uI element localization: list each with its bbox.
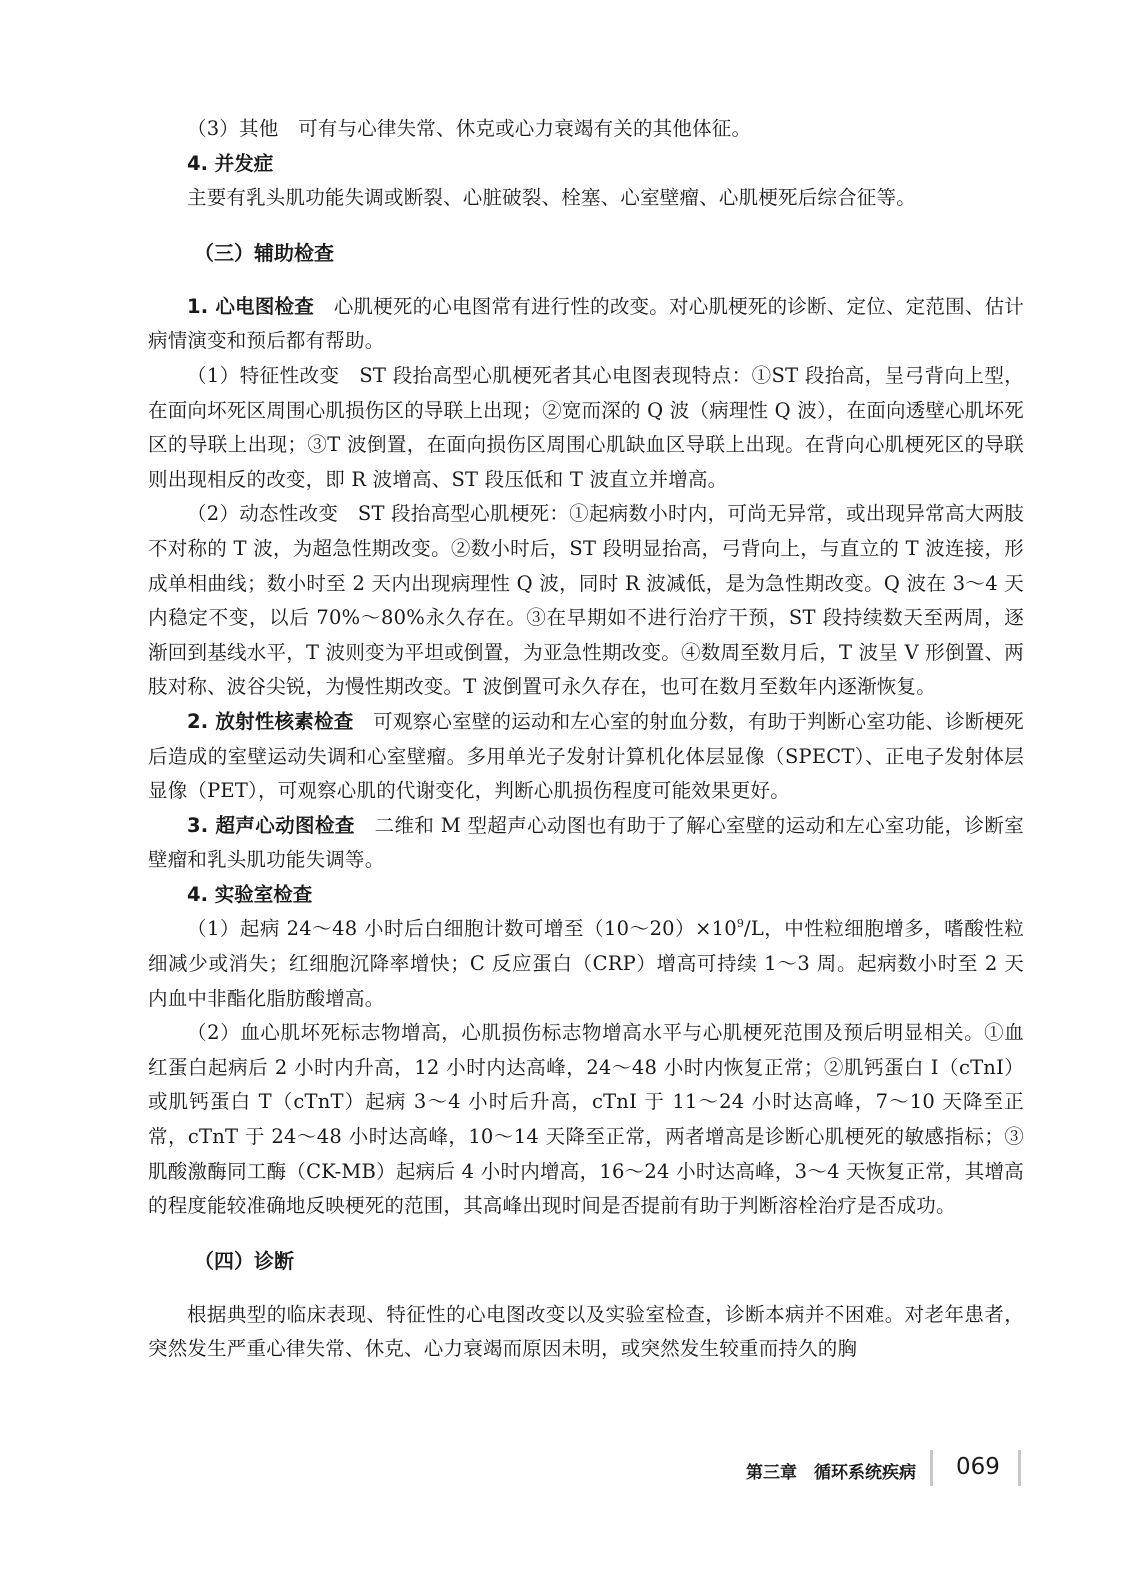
- footer-chapter-title: 第三章 循环系统疾病: [746, 1463, 916, 1483]
- lab1-text-a: （1）起病 24～48 小时后白细胞计数可增至（10～20）×10: [187, 917, 737, 941]
- paragraph-ecg: [148, 290, 1024, 359]
- page-footer: [700, 1450, 1030, 1490]
- echo-text: 二维和 M 型超声心动图也有助于了解心室壁的运动和左心室功能，诊断室壁瘤和乳头肌功能失调等。: [148, 813, 1024, 872]
- paragraph-other-signs: （3）其他 可有与心律失常、休克或心力衰竭有关的其他体征。: [187, 117, 752, 140]
- page-number: 069: [956, 1454, 1000, 1480]
- page-body: [148, 112, 1024, 1367]
- heading-lab-exams: 4. 实验室检查: [187, 882, 313, 906]
- footer-divider: [930, 1450, 933, 1486]
- paragraph-complications: 主要有乳头肌功能失调或断裂、心脏破裂、栓塞、心室壁瘤、心肌梗死后综合征等。: [187, 186, 916, 210]
- ecg-text: 心肌梗死的心电图常有进行性的改变。对心肌梗死的诊断、定位、定范围、估计病情演变和预后都有帮助。: [148, 294, 1024, 353]
- heading-complications: 4. 并发症: [187, 151, 274, 175]
- lab1-superscript: 9: [736, 917, 745, 931]
- echo-lead: 3. 超声心动图检查: [187, 813, 355, 837]
- lab1-text-b: /L，中性粒细胞增多，嗜酸性粒细减少或消失；红细胞沉降率增快；C 反应蛋白（CRP）增高可持续 1～3 周。起病数小时至 2 天内血中非酯化脂肪酸增高。: [148, 917, 1024, 1010]
- paragraph-lab-1: [148, 912, 1024, 1016]
- footer-edge-rule: [1018, 1450, 1021, 1486]
- section-heading-auxiliary-exams: （三）辅助检查: [194, 240, 334, 265]
- paragraph-ecg-characteristic: （1）特征性改变 ST 段抬高型心肌梗死者其心电图表现特点：①ST 段抬高，呈弓背向上型，在面向坏死区周围心肌损伤区的导联上出现；②宽而深的 Q 波（病理性 Q 波），在面向透壁心肌坏死区的导联上出现；③T 波倒置，在面向损伤区周围心肌缺血区导联上出现。在背向心肌梗死区的导联则出现相反的改变，即 R 波增高、ST 段压低和 T 波直立并增高。: [148, 363, 1024, 491]
- section-heading-diagnosis: （四）诊断: [194, 1248, 294, 1273]
- paragraph-ecg-dynamic: （2）动态性改变 ST 段抬高型心肌梗死：①起病数小时内，可尚无异常，或出现异常高大两肢不对称的 T 波，为超急性期改变。②数小时后，ST 段明显抬高，弓背向上，与直立的 T 波连接，形成单相曲线；数小时至 2 天内出现病理性 Q 波，同时 R 波减低，是为急性期改变。Q 波在 3～4 天内稳定不变，以后 70%～80%永久存在。③在早期如不进行治疗干预，ST 段持续数天至两周，逐渐回到基线水平，T 波则变为平坦或倒置，为亚急性期改变。④数周至数月后，T 波呈 V 形倒置、两肢对称、波谷尖锐，为慢性期改变。T 波倒置可永久存在，也可在数月至数年内逐渐恢复。: [148, 502, 1024, 699]
- ecg-lead: 1. 心电图检查: [187, 294, 314, 318]
- paragraph-nuclear: [148, 705, 1024, 809]
- paragraph-echo: [148, 809, 1024, 878]
- paragraph-diagnosis: 根据典型的临床表现、特征性的心电图改变以及实验室检查，诊断本病并不困难。对老年患者，突然发生严重心律失常、休克、心力衰竭而原因未明，或突然发生较重而持久的胸: [148, 1302, 1024, 1361]
- nuclear-lead: 2. 放射性核素检查: [187, 709, 354, 733]
- paragraph-lab-2: （2）血心肌坏死标志物增高，心肌损伤标志物增高水平与心肌梗死范围及预后明显相关。①血红蛋白起病后 2 小时内升高，12 小时内达高峰，24～48 小时内恢复正常；②肌钙蛋白 I（cTnI）或肌钙蛋白 T（cTnT）起病 3～4 小时后升高，cTnI 于 11～24 小时达高峰，7～10 天降至正常，cTnT 于 24～48 小时达高峰，10～14 天降至正常，两者增高是诊断心肌梗死的敏感指标；③肌酸激酶同工酶（CK-MB）起病后 4 小时内增高，16～24 小时达高峰，3～4 天恢复正常，其增高的程度能较准确地反映梗死的范围，其高峰出现时间是否提前有助于判断溶栓治疗是否成功。: [148, 1021, 1024, 1218]
- nuclear-text: 可观察心室壁的运动和左心室的射血分数，有助于判断心室功能、诊断梗死后造成的室壁运动失调和心室壁瘤。多用单光子发射计算机化体层显像（SPECT）、正电子发射体层显像（PET），可观察心肌的代谢变化，判断心肌损伤程度可能效果更好。: [148, 709, 1024, 803]
